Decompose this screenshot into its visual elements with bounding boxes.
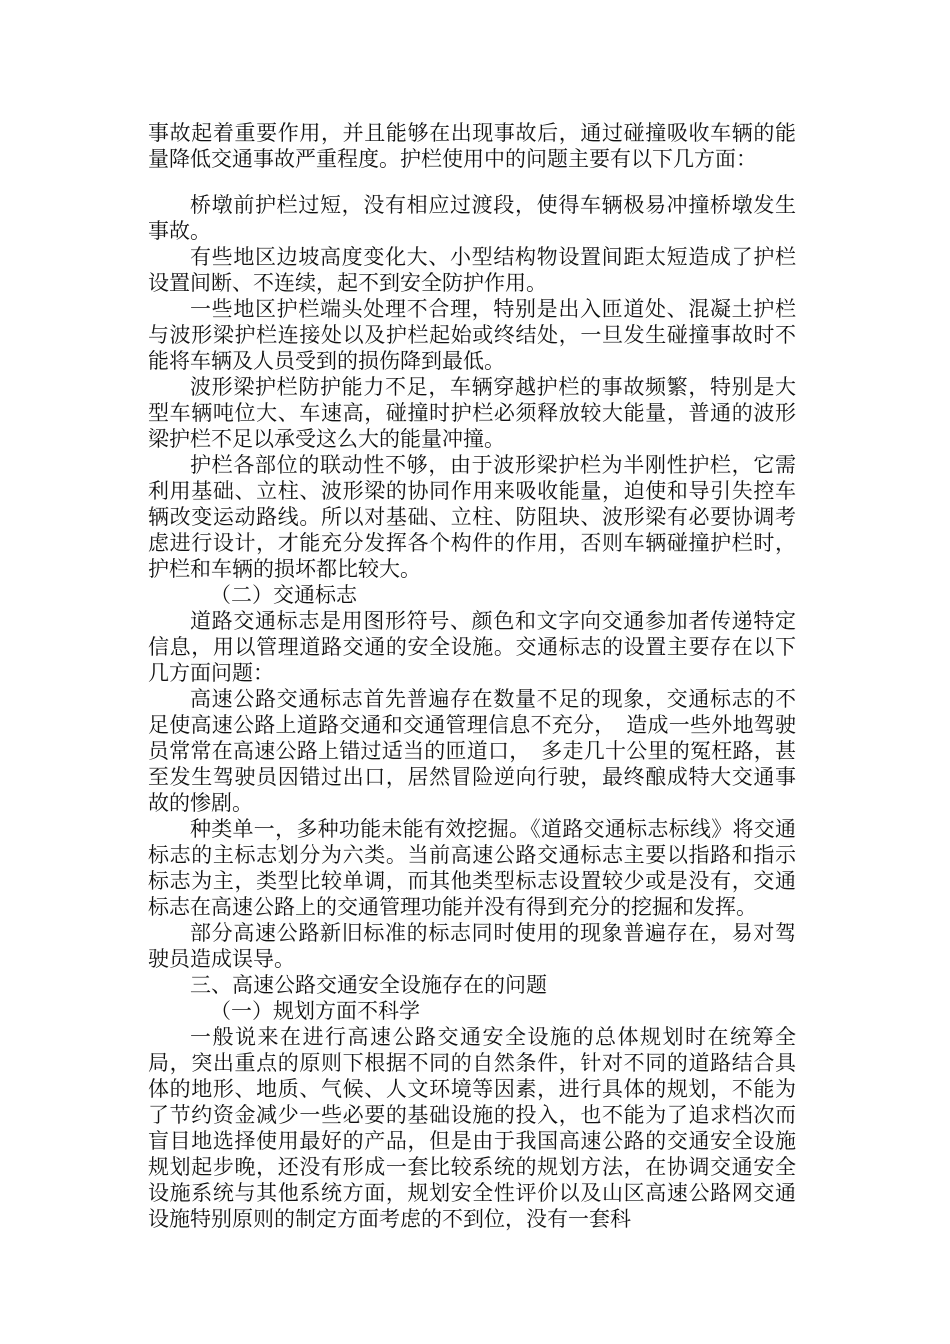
traffic-signs-paragraph: 种类单一，多种功能未能有效挖掘。《道路交通标志标线》将交通标志的主标志划分为六类。当前高速公路交通标志主要以指路和指示标志为主，类型比较单调，而其他类型标志设置较少或是没有，交通标志在高速公路上的交通管理功能并没有得到充分的挖掘和发挥。 (148, 817, 796, 919)
section-heading-three: 三、高速公路交通安全设施存在的问题 (190, 973, 547, 997)
traffic-signs-paragraph: 高速公路交通标志首先普遍存在数量不足的现象，交通标志的不足使高速公路上道路交通和交通管理信息不充分， 造成一些外地驾驶员常常在高速公路上错过适当的匝道口， 多走几十公里的冤枉路，甚至发生驾驶员因错过出口，居然冒险逆向行驶，最终酿成特大交通事故的惨剧。 (148, 687, 796, 815)
guardrail-issue-paragraph: 桥墩前护栏过短，没有相应过渡段，使得车辆极易冲撞桥墩发生事故。 (148, 193, 796, 243)
section-heading-traffic-signs: （二）交通标志 (210, 583, 357, 607)
guardrail-issue-paragraph: 波形梁护栏防护能力不足，车辆穿越护栏的事故频繁，特别是大型车辆吨位大、车速高，碰撞时护栏必须释放较大能量，普通的波形梁护栏不足以承受这么大的能量冲撞。 (148, 375, 796, 451)
guardrail-issue-paragraph: 一些地区护栏端头处理不合理，特别是出入匝道处、混凝土护栏与波形梁护栏连接处以及护栏起始或终结处，一旦发生碰撞事故时不能将车辆及人员受到的损伤降到最低。 (148, 297, 796, 373)
document-page (148, 120, 796, 1232)
guardrail-issue-paragraph: 有些地区边坡高度变化大、小型结构物设置间距太短造成了护栏设置间断、不连续，起不到安全防护作用。 (148, 245, 796, 295)
planning-paragraph: 一般说来在进行高速公路交通安全设施的总体规划时在统筹全局，突出重点的原则下根据不同的自然条件，针对不同的道路结合具体的地形、地质、气候、人文环境等因素，进行具体的规划，不能为了节约资金减少一些必要的基础设施的投入，也不能为了追求档次而盲目地选择使用最好的产品，但是由于我国高速公路的交通安全设施规划起步晚，还没有形成一套比较系统的规划方法，在协调交通安全设施系统与其他系统方面，规划安全性评价以及山区高速公路网交通设施特别原则的制定方面考虑的不到位，没有一套科 (148, 1025, 796, 1231)
traffic-signs-paragraph: 部分高速公路新旧标准的标志同时使用的现象普遍存在，易对驾驶员造成误导。 (148, 921, 796, 971)
section-heading-planning: （一）规划方面不科学 (210, 999, 420, 1023)
guardrail-issue-paragraph: 护栏各部位的联动性不够，由于波形梁护栏为半刚性护栏，它需利用基础、立柱、波形梁的协同作用来吸收能量，迫使和导引失控车辆改变运动路线。所以对基础、立柱、防阻块、波形梁有必要协调考虑进行设计，才能充分发挥各个构件的作用，否则车辆碰撞护栏时，护栏和车辆的损坏都比较大。 (148, 453, 796, 581)
intro-paragraph: 事故起着重要作用，并且能够在出现事故后，通过碰撞吸收车辆的能量降低交通事故严重程度。护栏使用中的问题主要有以下几方面： (148, 121, 796, 171)
traffic-signs-paragraph: 道路交通标志是用图形符号、颜色和文字向交通参加者传递特定信息，用以管理道路交通的安全设施。交通标志的设置主要存在以下几方面问题： (148, 609, 796, 685)
